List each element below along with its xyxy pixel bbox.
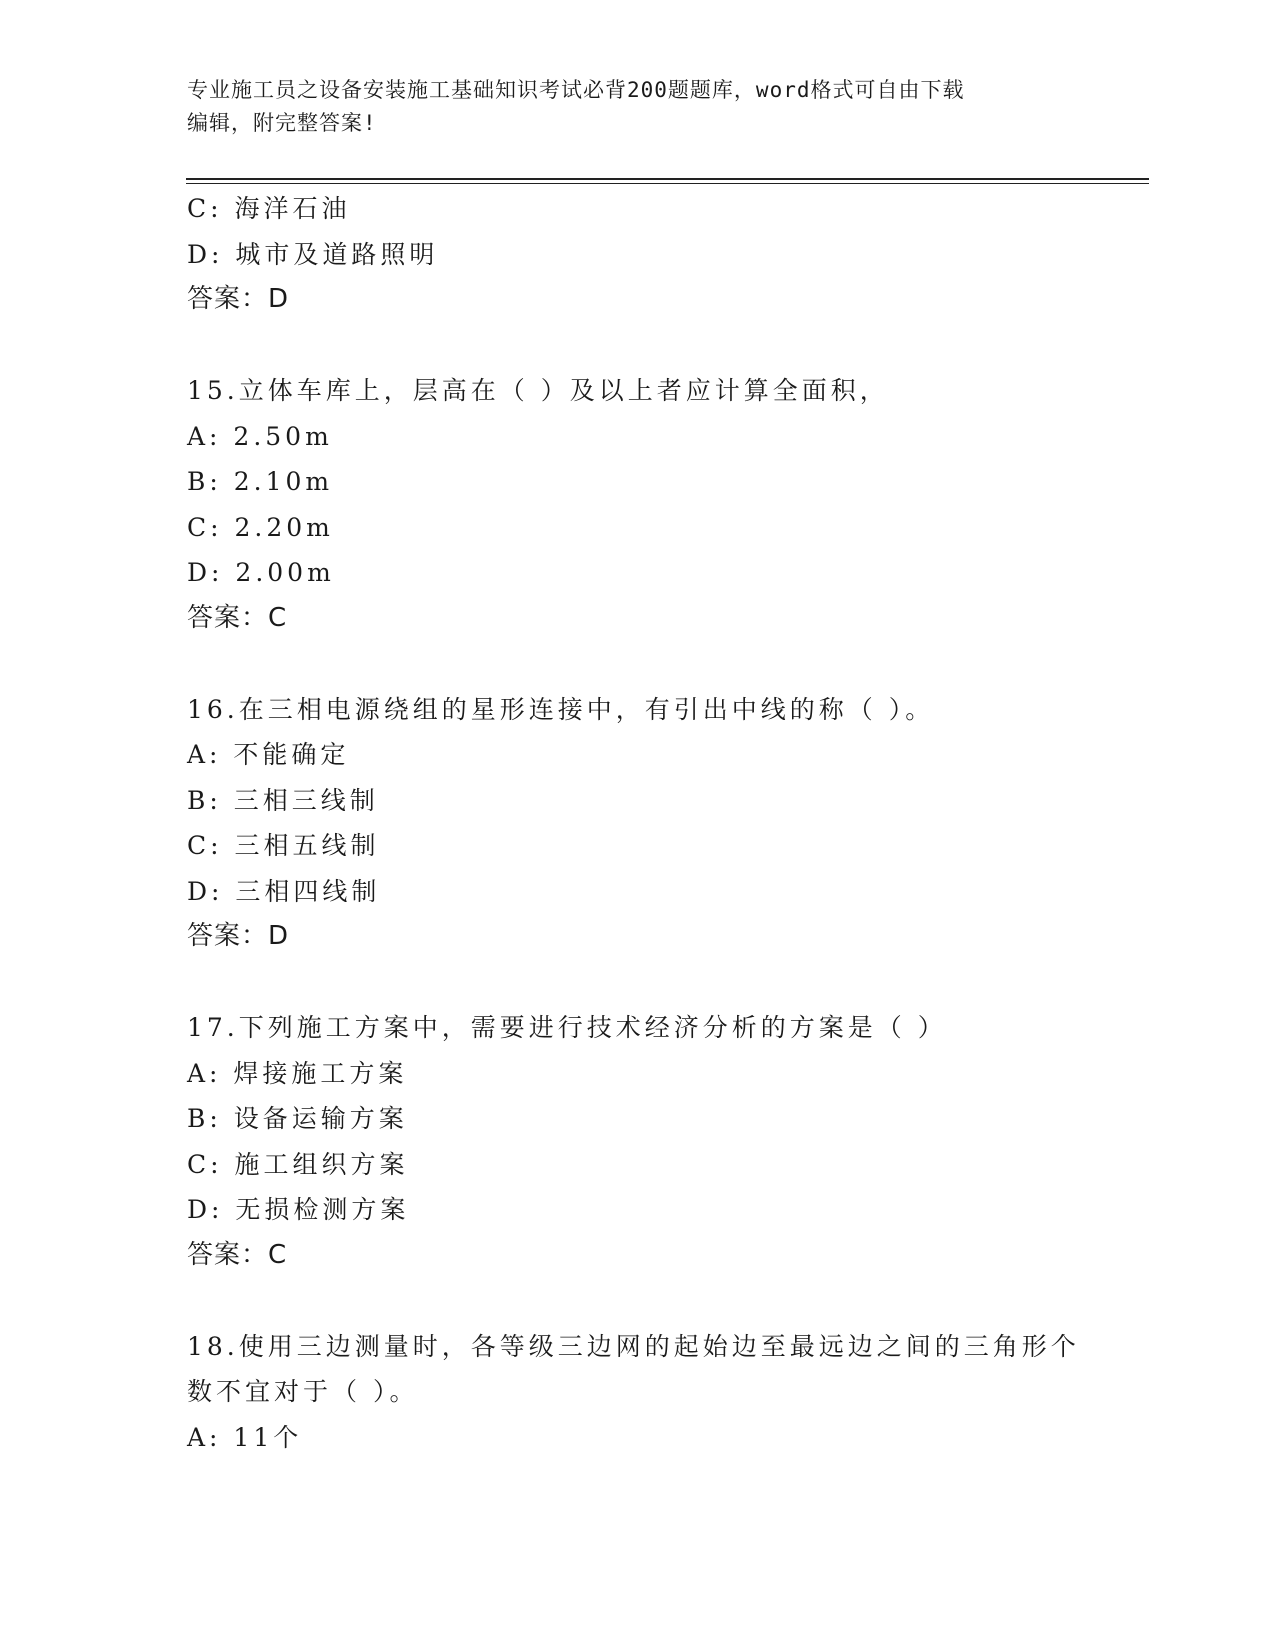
header-title-line-2: 编辑，附完整答案! (187, 111, 377, 135)
answer-line: 答案：D (187, 284, 290, 314)
option-a: A: 2.50m (187, 421, 333, 451)
header-title-line-1: 专业施工员之设备安装施工基础知识考试必背200题题库，word格式可自由下载 (187, 78, 965, 102)
question-14-tail (187, 186, 1087, 323)
question-stem-line-2: 数不宜对于（ ）。 (187, 1377, 419, 1406)
answer-line: 答案：D (187, 921, 290, 951)
option-b: B: 设备运输方案 (187, 1104, 408, 1133)
option-d: D: 无损检测方案 (187, 1195, 410, 1224)
option-c: C: 施工组织方案 (187, 1149, 409, 1179)
question-17 (187, 1005, 1087, 1278)
header-divider-thick (186, 178, 1149, 180)
answer-line: 答案：C (187, 602, 288, 633)
question-stem: 17.下列施工方案中，需要进行技术经济分析的方案是（ ） (187, 1013, 947, 1042)
question-18 (187, 1324, 1087, 1461)
option-c: C: 海洋石油 (187, 194, 351, 223)
question-list (187, 186, 1087, 1460)
option-a: A: 11个 (187, 1422, 303, 1452)
answer-line: 答案：C (187, 1239, 288, 1270)
option-d: D: 城市及道路照明 (187, 239, 439, 269)
spacer (187, 641, 1087, 687)
option-d: D: 2.00m (187, 558, 335, 587)
spacer (187, 960, 1087, 1006)
header-divider-thin (186, 183, 1149, 184)
question-stem: 15.立体车库上，层高在（ ）及以上者应计算全面积， (187, 376, 889, 405)
option-b: B: 2.10m (187, 467, 334, 496)
option-d: D: 三相四线制 (187, 876, 381, 906)
question-stem: 16.在三相电源绕组的星形连接中，有引出中线的称（ ）。 (187, 694, 935, 724)
spacer (187, 323, 1087, 369)
spacer (187, 1278, 1087, 1324)
question-16 (187, 687, 1087, 960)
option-a: A: 不能确定 (187, 740, 350, 769)
option-b: B: 三相三线制 (187, 785, 379, 815)
option-a: A: 焊接施工方案 (187, 1058, 408, 1088)
question-stem-line-1: 18.使用三边测量时，各等级三边网的起始边至最远边之间的三角形个 (187, 1331, 1080, 1361)
document-header (187, 74, 1087, 140)
option-c: C: 三相五线制 (187, 831, 380, 860)
option-c: C: 2.20m (187, 512, 334, 542)
question-15 (187, 368, 1087, 641)
